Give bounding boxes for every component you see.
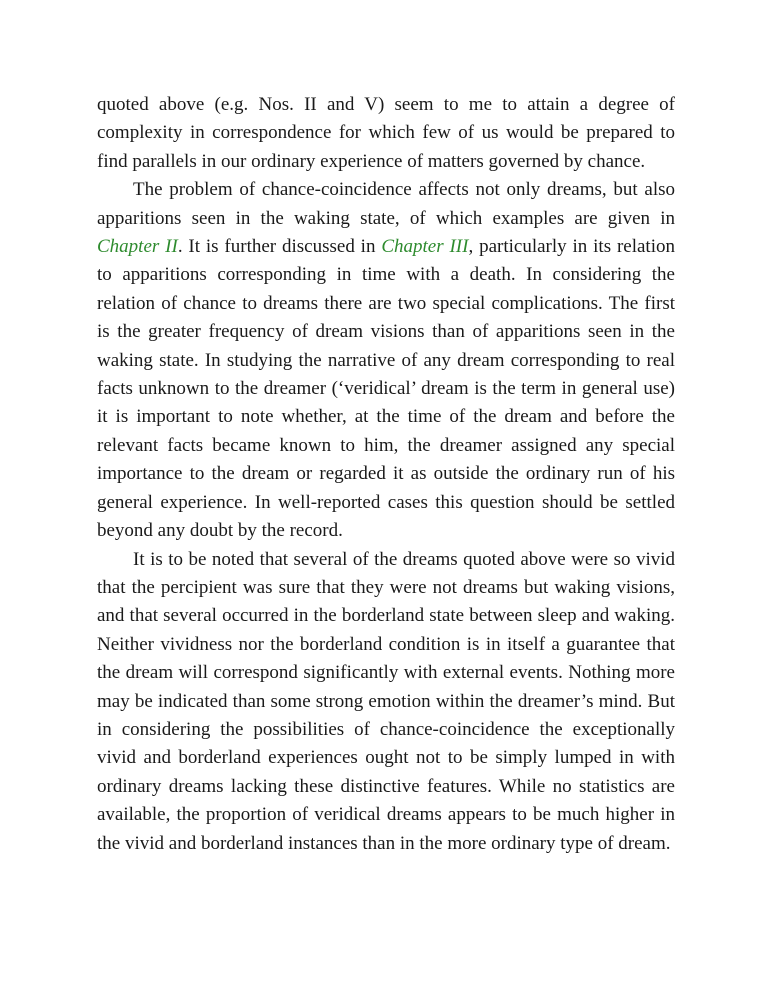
chapter-iii-link[interactable]: Chapter III [381, 236, 469, 258]
paragraph-1-text: quoted above (e.g. Nos. II and V) seem to me to attain a degree of complexity in correspondence for which few of us would be prepared to find parallels in our ordinary experience of matters governed by chance. [97, 94, 675, 172]
document-body [97, 91, 675, 858]
paragraph-2-text-start: The problem of chance-coincidence affects not only dreams, but also apparitions seen in the waking state, of which examples are given in [97, 179, 675, 229]
paragraph-2 [97, 176, 675, 545]
paragraph-3-text: It is to be noted that several of the dreams quoted above were so vivid that the percipient was sure that they were not dreams but waking visions, and that several occurred in the borderland state between sleep and waking. Neither vividness nor the borderland condition is in itself a guarantee that the dream will correspond significantly with external events. Nothing more may be indicated than some strong emotion within the dreamer’s mind. But in considering the possibilities of chance-coincidence the exceptionally vivid and borderland experiences ought not to be simply lumped in with ordinary dreams lacking these distinctive features. While no statistics are available, the proportion of veridical dreams appears to be much higher in the vivid and borderland instances than in the more ordinary type of dream. [97, 548, 675, 854]
paragraph-2-text-middle: . It is further discussed in [177, 236, 382, 258]
chapter-ii-link[interactable]: Chapter II [97, 236, 178, 258]
paragraph-1 [97, 91, 675, 176]
paragraph-2-text-end: , particularly in its relation to apparitions corresponding in time with a death. In considering the relation of chance to dreams there are two special complications. The first is the greater frequency of dream visions than of apparitions seen in the waking state. In studying the narrative of any dream corresponding to real facts unknown to the dreamer (‘veridical’ dream is the term in general use) it is important to note whether, at the time of the dream and before the relevant facts became known to him, the dreamer assigned any special importance to the dream or regarded it as outside the ordinary run of his general experience. In well-reported cases this question should be settled beyond any doubt by the record. [97, 236, 675, 542]
paragraph-3 [97, 546, 675, 858]
